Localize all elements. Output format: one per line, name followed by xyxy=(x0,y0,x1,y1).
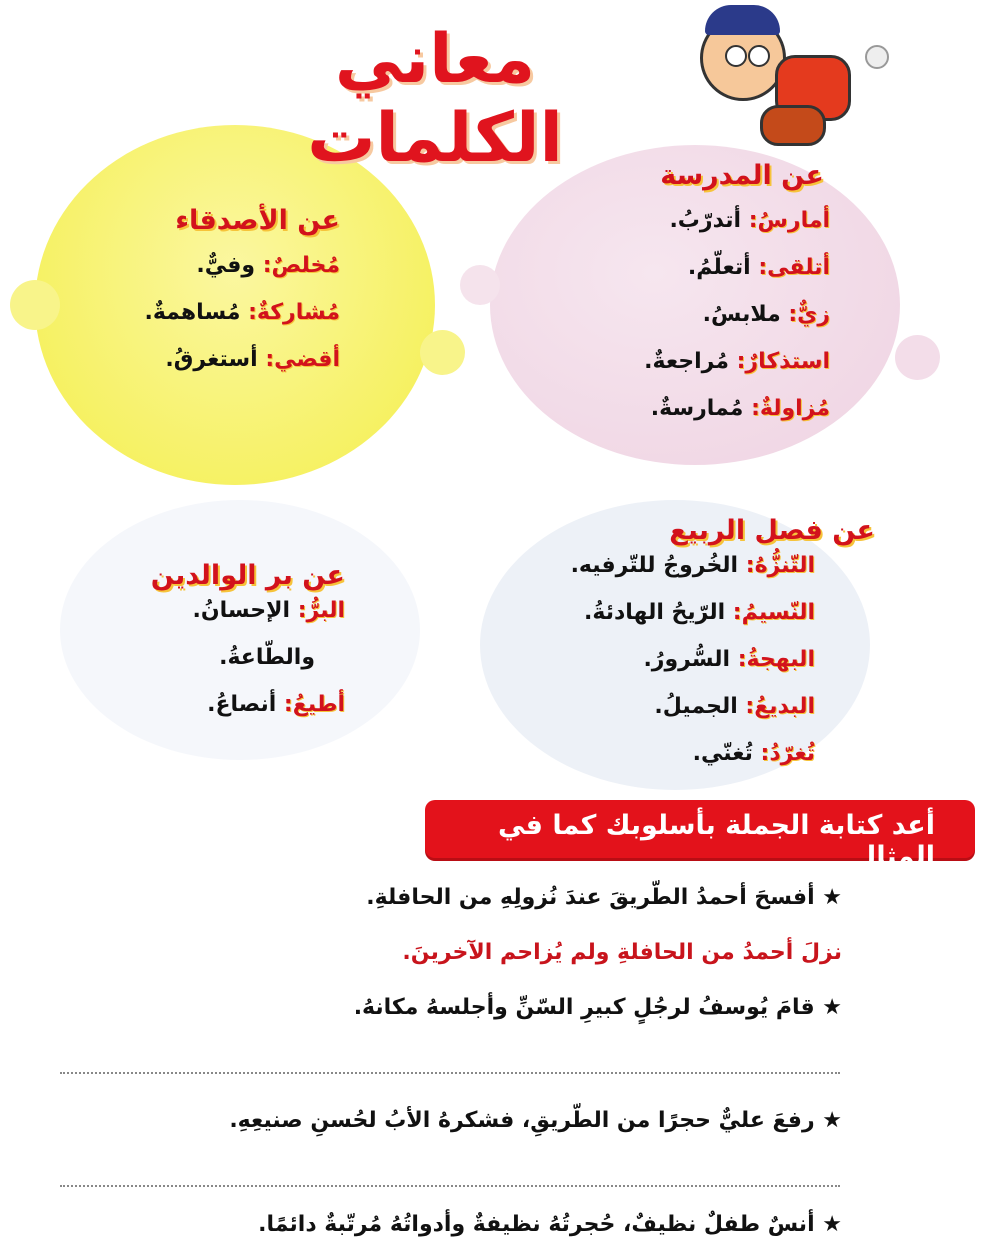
group-friends xyxy=(144,205,340,383)
term: البهجةُ: xyxy=(737,647,815,672)
group-school xyxy=(644,160,830,432)
meaning: والطّاعةُ. xyxy=(219,645,315,670)
answer-line[interactable] xyxy=(60,1185,840,1187)
meaning: الخُروجُ للتّرفيه. xyxy=(570,553,746,578)
term: أمارسُ: xyxy=(748,208,830,233)
term: مُشاركةٌ: xyxy=(248,300,340,325)
group-heading: عن فصل الربيع xyxy=(669,515,875,546)
meaning: أتعلّمُ. xyxy=(687,255,759,280)
group-heading: عن المدرسة xyxy=(660,160,824,191)
meaning: مُساهمةٌ. xyxy=(144,300,249,325)
meaning: أتدرّبُ. xyxy=(669,208,749,233)
vocab-item xyxy=(144,289,340,336)
page-title: معاني الكلمات xyxy=(307,20,563,178)
pink-bubble xyxy=(895,335,940,380)
meaning: مُراجعةٌ. xyxy=(644,349,737,374)
term: مُخلصٌ: xyxy=(262,253,340,278)
meaning: أنصاعُ. xyxy=(207,692,284,717)
term: أتلقى: xyxy=(758,255,830,280)
meaning: وفيٌّ. xyxy=(196,253,263,278)
term: أقضي: xyxy=(265,347,340,372)
exercise-instruction-banner: أعد كتابة الجملة بأسلوبك كما في المثال xyxy=(425,800,975,858)
cartoon-boy-illustration xyxy=(690,0,890,150)
term: النّسيمُ: xyxy=(732,600,815,625)
yellow-bubble xyxy=(420,330,465,375)
vocab-item xyxy=(644,197,830,244)
exercise-sentence: ★ رفعَ عليٌّ حجرًا من الطّريقِ، فشكرهُ الأبُ لحُسنِ صنيعِهِ. xyxy=(229,1108,842,1133)
meaning: مُمارسةٌ. xyxy=(650,396,752,421)
meaning: الجميلُ. xyxy=(654,694,746,719)
group-heading: عن بر الوالدين xyxy=(150,560,345,591)
group-parents xyxy=(151,560,345,728)
vocab-item xyxy=(644,385,830,432)
meaning: أستغرقُ. xyxy=(165,347,266,372)
meaning: السُّرورُ. xyxy=(643,647,738,672)
vocab-item xyxy=(151,681,345,728)
exercise-sentence: ★ أنسٌ طفلٌ نظيفٌ، حُجرتُهُ نظيفةٌ وأدواتُهُ مُرتّبةٌ دائمًا. xyxy=(258,1212,842,1237)
vocab-item xyxy=(144,336,340,383)
meaning: ملابسُ. xyxy=(702,302,789,327)
term: البرُّ: xyxy=(297,598,345,623)
vocab-item xyxy=(644,338,830,385)
term: مُزاولةٌ: xyxy=(751,396,830,421)
term: البديعُ: xyxy=(745,694,815,719)
answer-line[interactable] xyxy=(60,1072,840,1074)
vocab-item xyxy=(571,636,815,683)
vocab-item xyxy=(151,634,315,681)
vocab-item xyxy=(644,291,830,338)
meaning: الرّيحُ الهادئةُ. xyxy=(584,600,733,625)
vocab-item xyxy=(571,542,815,589)
vocab-item xyxy=(644,244,830,291)
term: أطيعُ: xyxy=(283,692,345,717)
exercise-sentence: ★ قامَ يُوسفُ لرجُلٍ كبيرِ السّنِّ وأجلسهُ مكانهُ. xyxy=(353,995,842,1020)
example-answer: نزلَ أحمدُ من الحافلةِ ولم يُزاحم الآخرينَ. xyxy=(402,940,842,965)
vocab-item xyxy=(571,730,815,777)
vocab-item xyxy=(151,587,345,634)
vocab-item xyxy=(571,589,815,636)
term: التّنزُّهُ: xyxy=(745,553,815,578)
yellow-bubble xyxy=(10,280,60,330)
group-spring xyxy=(570,515,875,777)
group-heading: عن الأصدقاء xyxy=(175,205,340,236)
term: استذكارٌ: xyxy=(736,349,830,374)
exercise-sentence: ★ أفسحَ أحمدُ الطّريقَ عندَ نُزولِهِ من الحافلةِ. xyxy=(366,885,842,910)
meaning: تُغنّي. xyxy=(692,741,761,766)
vocab-item xyxy=(144,242,340,289)
term: تُغرّدُ: xyxy=(760,741,815,766)
term: زيٌّ: xyxy=(788,302,830,327)
pink-bubble xyxy=(460,265,500,305)
vocab-item xyxy=(571,683,815,730)
meaning: الإحسانُ. xyxy=(192,598,298,623)
